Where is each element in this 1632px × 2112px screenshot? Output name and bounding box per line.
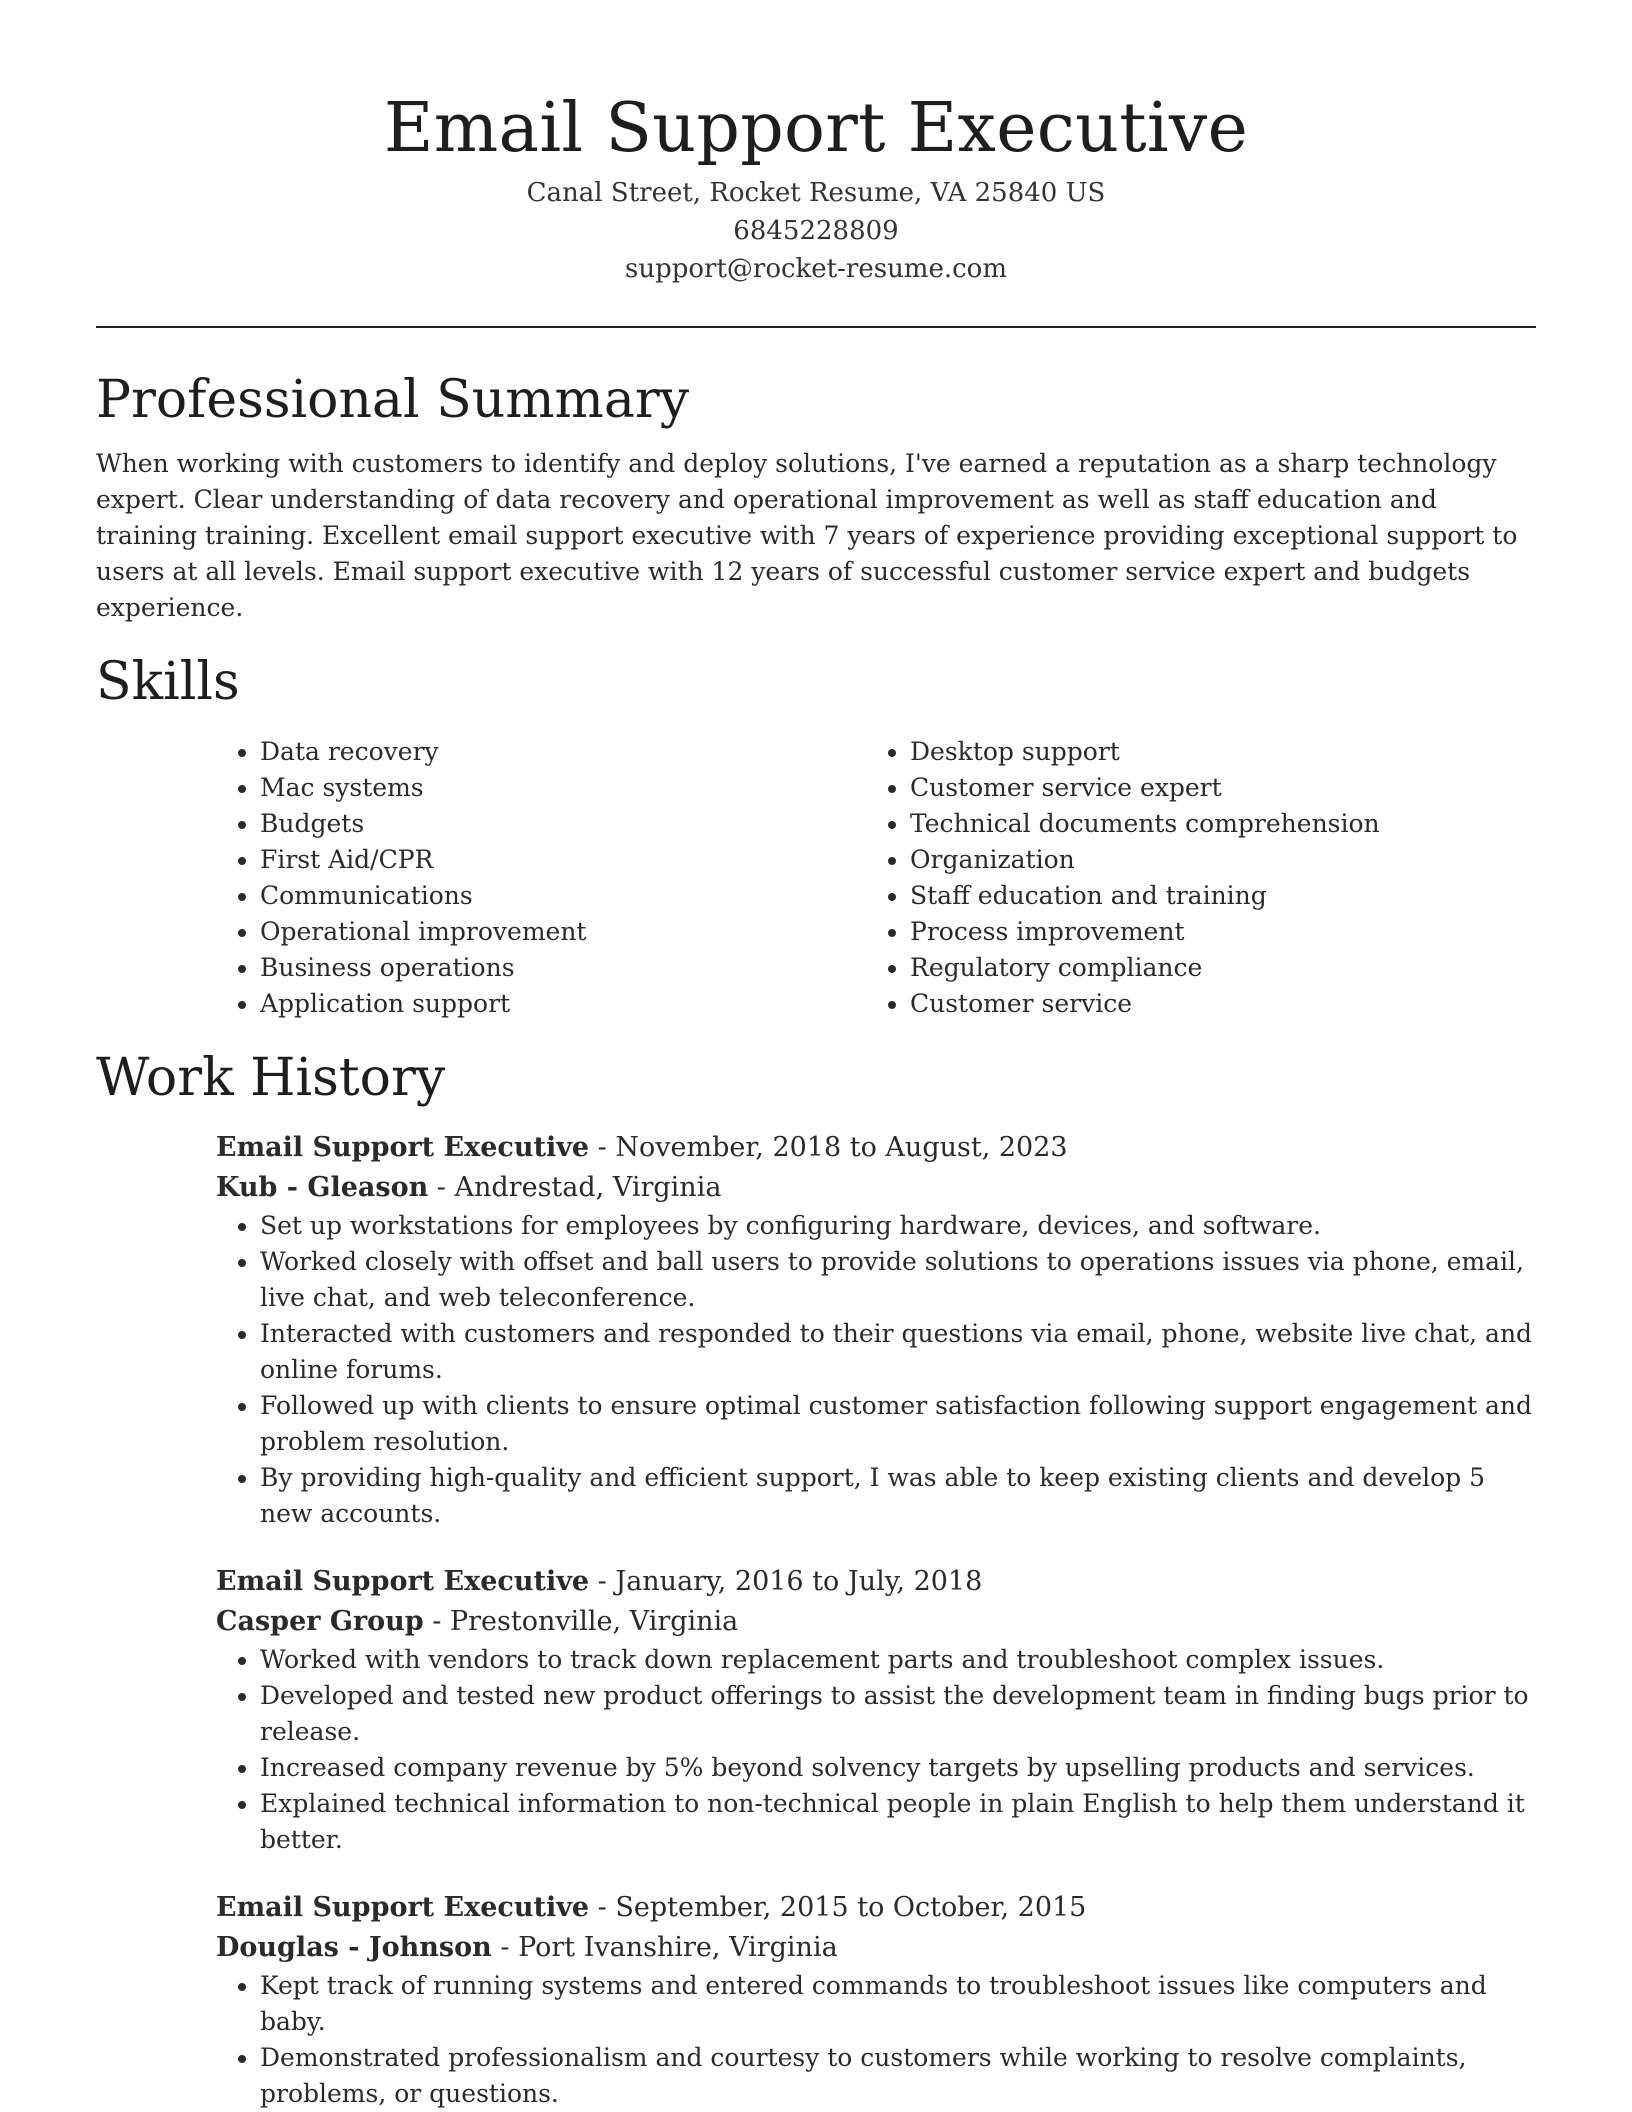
- job-company: Kub - Gleason: [216, 1172, 429, 1203]
- job-location: - Prestonville, Virginia: [423, 1606, 739, 1637]
- skill-item: • Business operations: [260, 950, 866, 986]
- job-location: - Andrestad, Virginia: [428, 1172, 722, 1203]
- skills-column-left: [216, 734, 866, 1022]
- skill-item: • Application support: [260, 986, 866, 1022]
- job-title-line: [216, 1888, 1536, 1928]
- skill-item: • Process improvement: [910, 914, 1516, 950]
- job-dates: - January, 2016 to July, 2018: [589, 1566, 983, 1597]
- contact-address: Canal Street, Rocket Resume, VA 25840 US: [526, 178, 1106, 208]
- job-duties: [216, 1208, 1536, 1532]
- skill-item: • Budgets: [260, 806, 866, 842]
- job-title: Email Support Executive: [216, 1566, 590, 1597]
- job-title-line: [216, 1562, 1536, 1602]
- skills-list-right: [866, 734, 1516, 1022]
- job-title: Email Support Executive: [216, 1892, 590, 1923]
- job-duties: [216, 1642, 1536, 1858]
- skill-item: • Communications: [260, 878, 866, 914]
- job-duty: • Developed and tested new product offerings to assist the development team in finding bugs prior to release.: [260, 1678, 1536, 1750]
- job-duty: • Interacted with customers and responded to their questions via email, phone, website live chat, and online forums.: [260, 1316, 1536, 1388]
- summary-heading: Professional Summary: [96, 370, 690, 430]
- job-entry: [216, 1128, 1536, 1532]
- job-title-line: [216, 1128, 1536, 1168]
- resume-page: [96, 0, 1536, 2112]
- skill-item: • Desktop support: [910, 734, 1516, 770]
- skills-list-left: [216, 734, 866, 1022]
- job-duty: • Set up workstations for employees by configuring hardware, devices, and software.: [260, 1208, 1536, 1244]
- job-dates: - September, 2015 to October, 2015: [589, 1892, 1087, 1923]
- skill-item: • Customer service expert: [910, 770, 1516, 806]
- skills-heading: Skills: [96, 652, 240, 712]
- skill-item: • First Aid/CPR: [260, 842, 866, 878]
- skill-item: • Customer service: [910, 986, 1516, 1022]
- job-location: - Port Ivanshire, Virginia: [491, 1932, 838, 1963]
- skill-item: • Data recovery: [260, 734, 866, 770]
- job-title: Email Support Executive: [216, 1132, 590, 1163]
- skills-column-right: [866, 734, 1516, 1022]
- header-divider: [96, 326, 1536, 328]
- job-duty: • Increased company revenue by 5% beyond solvency targets by upselling products and services.: [260, 1750, 1536, 1786]
- skills-section: [96, 650, 1536, 1022]
- job-dates: - November, 2018 to August, 2023: [589, 1132, 1068, 1163]
- skill-item: • Mac systems: [260, 770, 866, 806]
- job-company-line: [216, 1602, 1536, 1642]
- job-company-line: [216, 1168, 1536, 1208]
- contact-email: support@rocket-resume.com: [624, 254, 1007, 284]
- job-duty: • Kept track of running systems and entered commands to troubleshoot issues like computers and baby.: [260, 1968, 1536, 2040]
- job-duty: • Worked closely with offset and ball users to provide solutions to operations issues via phone, email, live chat, and web teleconference.: [260, 1244, 1536, 1316]
- summary-section: [96, 368, 1536, 626]
- skill-item: • Organization: [910, 842, 1516, 878]
- job-company-line: [216, 1928, 1536, 1968]
- candidate-name: Email Support Executive: [383, 89, 1249, 168]
- skill-item: • Staff education and training: [910, 878, 1516, 914]
- job-duty: • By providing high-quality and efficient support, I was able to keep existing clients and develop 5 new accounts.: [260, 1460, 1536, 1532]
- skill-item: • Technical documents comprehension: [910, 806, 1516, 842]
- job-duty: • Explained technical information to non-technical people in plain English to help them understand it better.: [260, 1786, 1536, 1858]
- job-company: Casper Group: [216, 1606, 424, 1637]
- skills-columns: [216, 734, 1536, 1022]
- job-duty: • Followed up with clients to ensure optimal customer satisfaction following support engagement and problem resolution.: [260, 1388, 1536, 1460]
- skill-item: • Operational improvement: [260, 914, 866, 950]
- job-duty: • Demonstrated professionalism and courtesy to customers while working to resolve complaints, problems, or questions.: [260, 2040, 1536, 2112]
- work-history-section: [96, 1046, 1536, 2112]
- job-company: Douglas - Johnson: [216, 1932, 492, 1963]
- resume-header: [96, 0, 1536, 288]
- contact-block: [96, 174, 1536, 288]
- contact-phone: 6845228809: [733, 216, 899, 246]
- job-duty: • Worked with vendors to track down replacement parts and troubleshoot complex issues.: [260, 1642, 1536, 1678]
- job-entry: [216, 1562, 1536, 1858]
- skill-item: • Regulatory compliance: [910, 950, 1516, 986]
- summary-text: When working with customers to identify and deploy solutions, I've earned a reputation as a sharp technology expert. Clear understanding of data recovery and operational improvement as well as staff education and training training. Excellent email support executive with 7 years of experience providing exceptional support to users at all levels. Email support executive with 12 years of successful customer service expert and budgets experience.: [96, 449, 1518, 622]
- job-duties: [216, 1968, 1536, 2112]
- work-history-heading: Work History: [96, 1048, 446, 1108]
- job-entry: [216, 1888, 1536, 2112]
